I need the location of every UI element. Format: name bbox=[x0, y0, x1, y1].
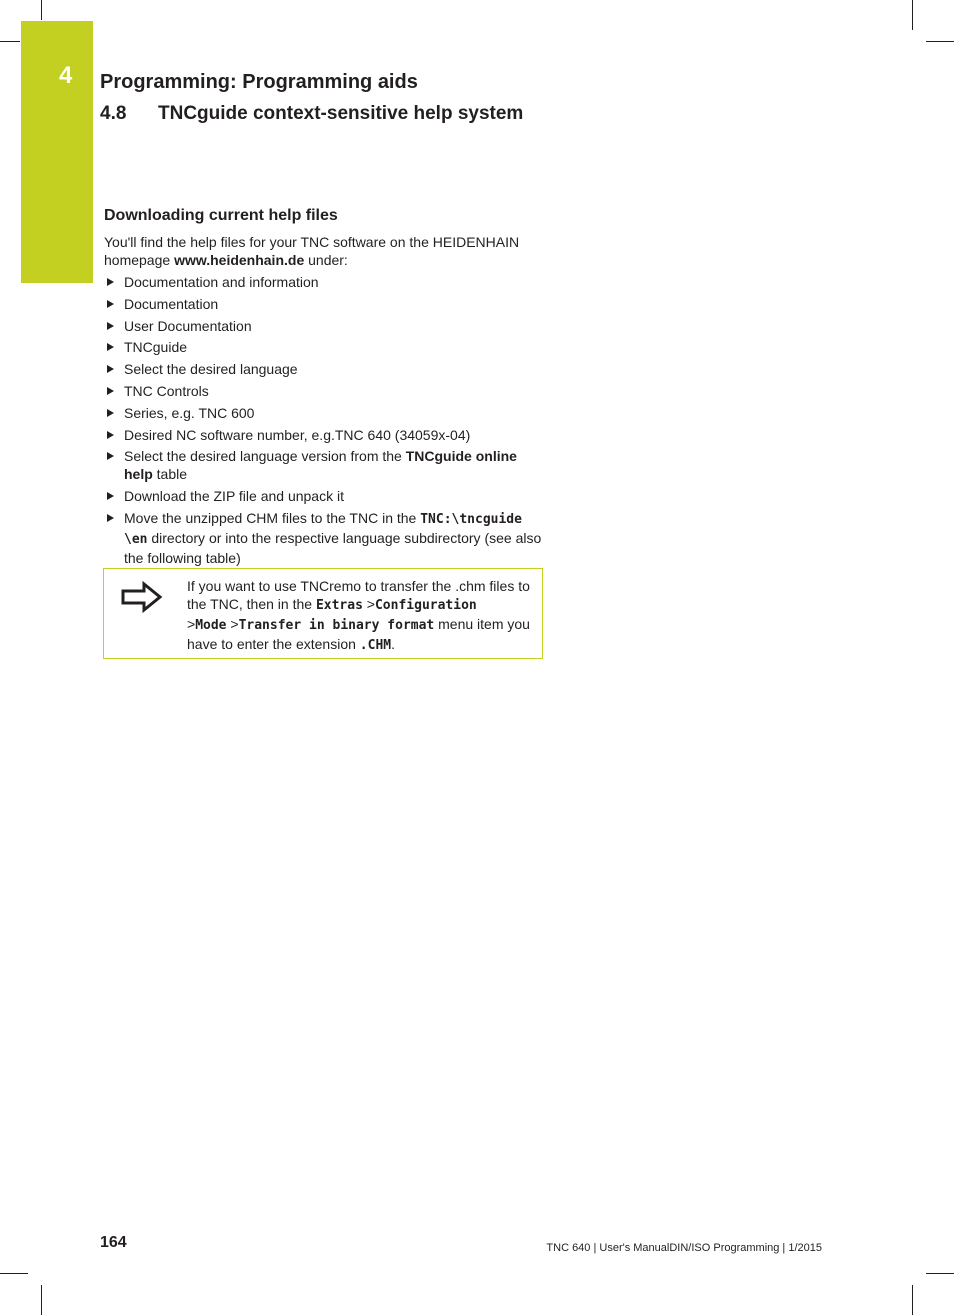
homepage-link: www.heidenhain.de bbox=[174, 252, 305, 268]
menu-separator: > bbox=[187, 616, 196, 632]
triangle-bullet-icon bbox=[107, 300, 114, 308]
footer-text: TNC 640 | User's ManualDIN/ISO Programming | 1/2015 bbox=[546, 1242, 822, 1254]
steps-list bbox=[104, 273, 544, 567]
triangle-bullet-icon bbox=[107, 514, 114, 522]
step-text: Select the desired language version from the bbox=[124, 448, 406, 465]
intro-paragraph bbox=[104, 233, 544, 269]
menu-configuration: Configuration bbox=[374, 598, 477, 613]
list-item bbox=[104, 360, 544, 378]
crop-mark bbox=[0, 41, 20, 42]
chapter-tab bbox=[21, 21, 93, 283]
page-number: 164 bbox=[100, 1234, 127, 1251]
note-text bbox=[187, 577, 532, 655]
crop-mark bbox=[912, 1285, 913, 1315]
note-text-part: If you want to use TNCremo to transfer the .chm files to the TNC, then in the bbox=[187, 578, 530, 612]
intro-text: You'll find the help files for your TNC software on the HEIDENHAIN homepage bbox=[104, 234, 520, 268]
list-item bbox=[104, 317, 544, 335]
crop-mark bbox=[926, 1273, 954, 1274]
crop-mark bbox=[912, 0, 913, 30]
step-text: Series, e.g. TNC 600 bbox=[124, 404, 255, 421]
note-box bbox=[103, 568, 543, 659]
file-extension: .CHM bbox=[359, 638, 392, 653]
list-item bbox=[104, 404, 544, 422]
step-text-end: table bbox=[152, 466, 188, 483]
list-item bbox=[104, 273, 544, 291]
crop-mark bbox=[0, 1273, 28, 1274]
menu-extras: Extras bbox=[315, 598, 363, 613]
step-text: Documentation bbox=[124, 295, 219, 312]
crop-mark bbox=[41, 0, 42, 20]
section-heading: Downloading current help files bbox=[104, 207, 338, 224]
step-text: Documentation and information bbox=[124, 274, 319, 290]
crop-mark bbox=[926, 41, 954, 42]
right-arrow-icon bbox=[120, 579, 164, 615]
triangle-bullet-icon bbox=[107, 409, 114, 417]
list-item bbox=[104, 426, 544, 444]
section-title: TNCguide context-sensitive help system bbox=[158, 103, 524, 124]
chapter-number: 4 bbox=[59, 62, 73, 89]
list-item bbox=[104, 295, 544, 313]
step-text: User Documentation bbox=[124, 317, 252, 334]
note-text-part: menu item you have to enter the extension bbox=[187, 616, 530, 652]
list-item bbox=[104, 382, 544, 400]
intro-text-end: under: bbox=[304, 252, 348, 268]
crop-mark bbox=[41, 1285, 42, 1315]
menu-mode: Mode bbox=[195, 618, 227, 633]
triangle-bullet-icon bbox=[107, 431, 114, 439]
step-text: Select the desired language bbox=[124, 361, 298, 378]
step-text: TNC Controls bbox=[124, 382, 209, 399]
triangle-bullet-icon bbox=[107, 278, 114, 286]
chapter-title: Programming: Programming aids bbox=[100, 71, 418, 93]
menu-separator: > bbox=[226, 616, 239, 632]
list-item bbox=[104, 447, 544, 483]
triangle-bullet-icon bbox=[107, 452, 114, 460]
list-item bbox=[104, 509, 544, 567]
step-text: Move the unzipped CHM files to the TNC in the bbox=[124, 509, 421, 526]
directory-path: TNC:\tncguide \en bbox=[124, 511, 522, 547]
note-text-end: . bbox=[391, 636, 395, 652]
menu-transfer-binary: Transfer in binary format bbox=[238, 618, 435, 633]
triangle-bullet-icon bbox=[107, 343, 114, 351]
triangle-bullet-icon bbox=[107, 387, 114, 395]
step-text: Desired NC software number, e.g.TNC 640 (34059x-04) bbox=[124, 426, 471, 443]
step-text: Download the ZIP file and unpack it bbox=[124, 488, 344, 505]
step-text: TNCguide bbox=[124, 339, 188, 356]
list-item bbox=[104, 487, 544, 505]
step-text-end: directory or into the respective language subdirectory (see also the following table) bbox=[124, 529, 542, 566]
menu-separator: > bbox=[362, 596, 375, 612]
step-bold-text: TNCguide online help bbox=[124, 448, 517, 483]
section-number: 4.8 bbox=[100, 103, 127, 124]
list-item bbox=[104, 338, 544, 356]
triangle-bullet-icon bbox=[107, 322, 114, 330]
triangle-bullet-icon bbox=[107, 365, 114, 373]
main-content bbox=[104, 205, 544, 571]
triangle-bullet-icon bbox=[107, 492, 114, 500]
